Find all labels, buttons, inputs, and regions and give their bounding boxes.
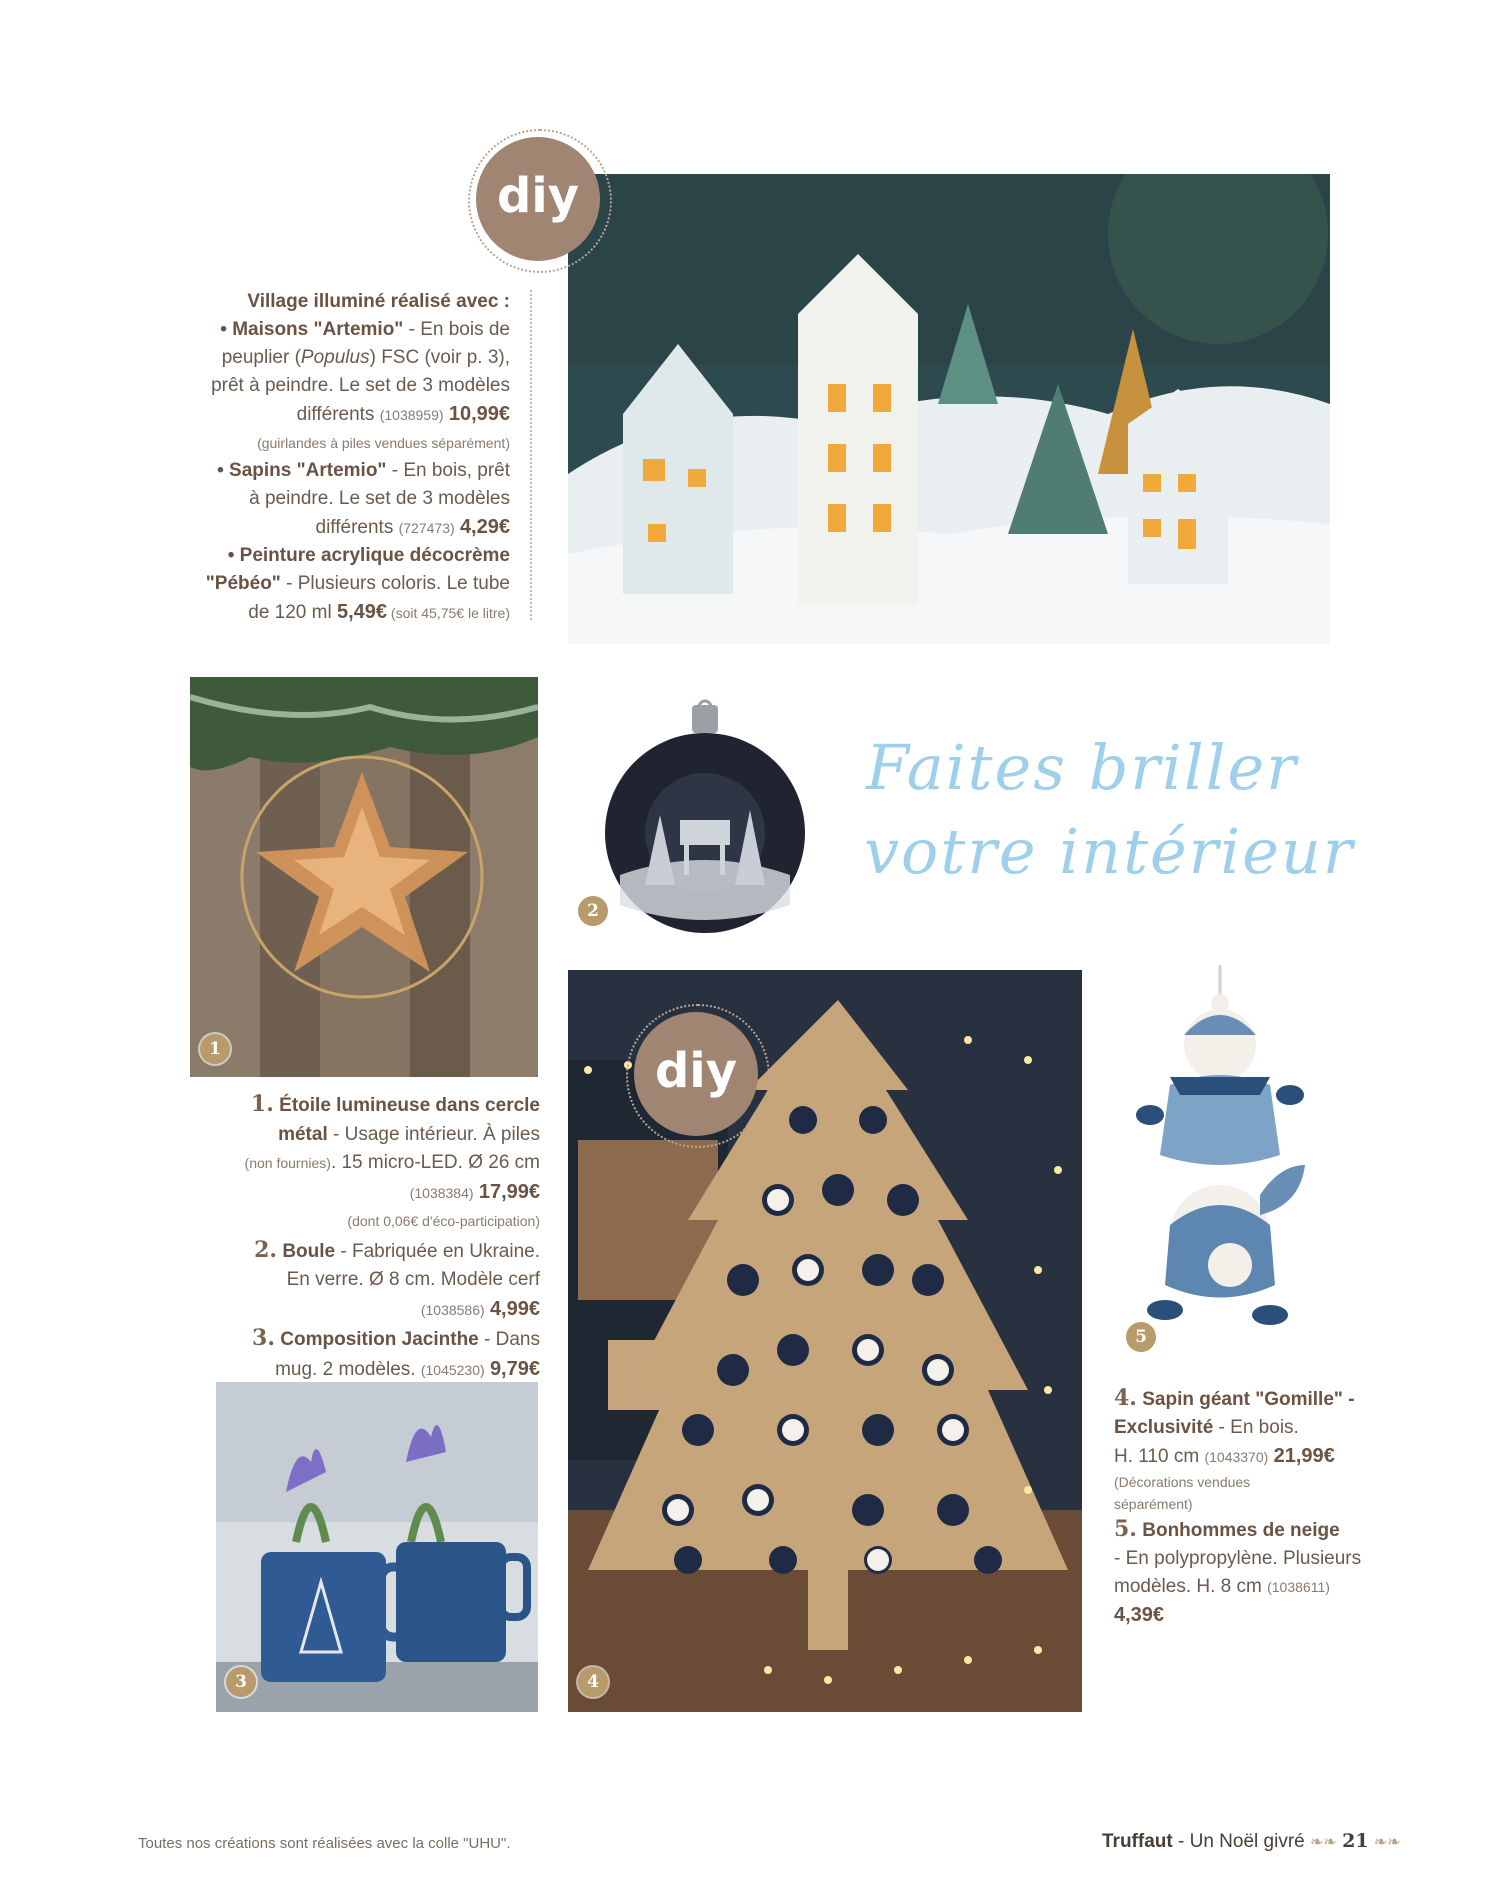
number-badge-2: 2 xyxy=(578,896,608,926)
page-number: 21 xyxy=(1342,1830,1369,1852)
headline-line-1: Faites briller xyxy=(866,731,1298,804)
footer-brand xyxy=(1102,1830,1401,1853)
diy-badge: diy xyxy=(476,137,600,261)
items-4-5-caption: 4. Sapin géant "Gomille" - Exclusivité - En bois. H. 110 cm (1043370) 21,99€ (Décorations vendues séparément) 5. Bonhommes de neige - En polypropylène. Plusieurs modèles. H. 8 cm (1038611) 4,39€ xyxy=(1114,1385,1362,1626)
photo-deer-bauble xyxy=(600,695,810,935)
village-title: Village illuminé réalisé avec : xyxy=(247,291,510,312)
photo-illuminated-village xyxy=(568,174,1330,644)
number-badge-1: 1 xyxy=(200,1034,230,1064)
footer-brand-name: Truffaut xyxy=(1102,1831,1173,1852)
photo-snowmen-ornament xyxy=(1110,965,1320,1355)
photo-star-lamp xyxy=(190,677,538,1077)
fern-left-icon: ❧❧ xyxy=(1310,1834,1337,1851)
footer-note: Toutes nos créations sont réalisées avec la colle "UHU". xyxy=(138,1835,511,1852)
number-badge-4: 4 xyxy=(578,1667,608,1697)
diy-badge-tree: diy xyxy=(634,1012,758,1136)
caption-divider xyxy=(530,290,532,620)
items-1-3-caption: 1. Étoile lumineuse dans cercle métal - Usage intérieur. À piles (non fournies). 15 micro-LED. Ø 26 cm (1038384) 17,99€ (dont 0,06€ d'éco-participation) 2. Boule - Fabriquée en Ukraine. En verre. Ø 8 cm. Modèle cerf (1038586) 4,99€ 3. Composition Jacinthe - Dans mug. 2 modèles. (1045230) 9,79€ xyxy=(244,1091,540,1380)
number-badge-3: 3 xyxy=(226,1667,256,1697)
village-caption: Village illuminé réalisé avec : • Maisons "Artemio" - En bois de peuplier (Populus) FSC (voir p. 3), prêt à peindre. Le set de 3 modèles différents (1038959) 10,99€ (guirlandes à piles vendues séparément) • Sapins "Artemio" - En bois, prêt à peindre. Le set de 3 modèles différents (727473) 4,29€ • Peinture acrylique décocrème "Pébéo" - Plusieurs coloris. Le tube de 120 ml 5,49€ (soit 45,75€ le litre) xyxy=(120,288,510,627)
footer-catalog: - Un Noël givré xyxy=(1172,1831,1310,1852)
number-badge-5: 5 xyxy=(1126,1322,1156,1352)
photo-hyacinth-mugs xyxy=(216,1382,538,1712)
fern-right-icon: ❧❧ xyxy=(1373,1834,1401,1851)
headline-line-2: votre intérieur xyxy=(864,815,1355,888)
